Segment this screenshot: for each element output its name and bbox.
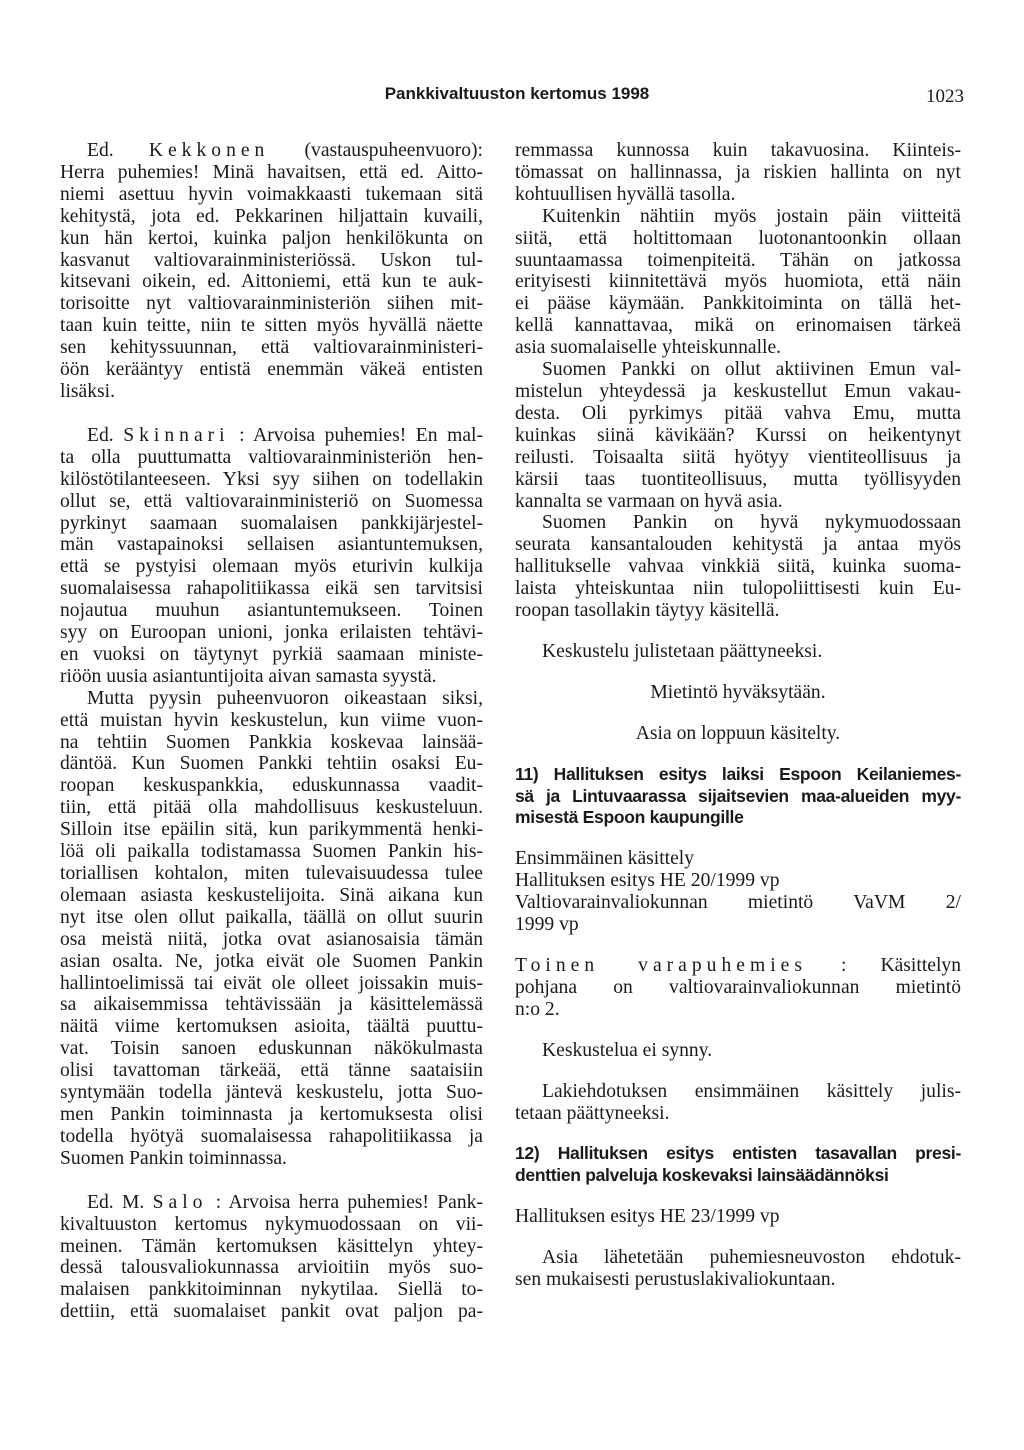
text-line: tömassat on hallinnassa, ja riskien hallinta on nyt (515, 161, 961, 183)
kekkonen-speech-first-line: Ed. Kekkonen (vastauspuheenvuoro): (87, 140, 483, 161)
debate-closed-note: Keskustelu julistetaan päättyneeksi. (542, 640, 823, 662)
text-line: dessä talousvaliokunnassa arvioitiin myös suo- (60, 1257, 483, 1279)
heading-line: sä ja Lintuvaarassa sijaitsevien maa-alueiden myy- (515, 785, 961, 806)
speaker-name: Toinen varapuhemies (515, 955, 807, 976)
text-line: hallintoelimissä tai eivät ole olleet joissakin muis- (60, 972, 483, 994)
text-line: Herra puhemies! Minä havaitsen, että ed. Aitto- (60, 161, 483, 183)
page-header-title: Pankkivaltuuston kertomus 1998 (384, 84, 650, 103)
text-line: kasvanut valtiovarainministeriössä. Uskon tul- (60, 249, 483, 271)
ref-line: Ensimmäinen käsittely (515, 848, 695, 870)
text-line: kilöstötilanteeseen. Yksi syy siihen on todellakin (60, 468, 483, 490)
text-line: syntymään todella jäntevä keskustelu, jotta Suo- (60, 1082, 483, 1104)
text-line: hallitukselle vahvaa vinkkiä siitä, kuinka suoma- (515, 556, 961, 578)
heading-line: misestä Espoon kaupungille (515, 807, 744, 828)
text-line: löä oli paikalla todistamassa Suomen Pankin his- (60, 841, 483, 863)
text-line: Asia lähetetään puhemiesneuvoston ehdotuk- (542, 1247, 961, 1269)
agenda-item-12-heading (515, 1143, 961, 1187)
text-line: Suomen Pankin toiminnassa. (60, 1147, 287, 1169)
report-approved-note: Mietintö hyväksytään. (650, 681, 826, 703)
text-line: nyt itse olen ollut paikalla, täällä on ollut suurin (60, 906, 483, 928)
deputy-speaker-first-line: Toinen varapuhemies : Käsittelyn (515, 955, 961, 976)
text-line: Silloin itse epäilin sitä, kun parikymmentä henki- (60, 819, 483, 841)
text-line: na tehtiin Suomen Pankkia koskevaa lainsää- (60, 731, 483, 753)
text-line: reilusti. Toisaalta siitä hyötyy vientiteollisuus ja (515, 446, 961, 468)
ref-line: 1999 vp (515, 914, 579, 936)
text-line: erityisesti kiinnitettävä myös huomiota, että näin (515, 271, 961, 293)
text-line: Mutta pyysin puheenvuoron oikeastaan siksi, (87, 687, 483, 709)
text-line: ollut se, että valtiovarainministeriö on Suomessa (60, 490, 483, 512)
text-line: n:o 2. (515, 998, 560, 1020)
text-line: nojautua muuhun asiantuntemukseen. Toinen (60, 600, 483, 622)
ref-line: Hallituksen esitys HE 20/1999 vp (515, 870, 780, 892)
text-line: däntöä. Kun Suomen Pankki tehtiin osaksi Eu- (60, 753, 483, 775)
text-line: pohjana on valtiovarainvaliokunnan mietintö (515, 976, 961, 998)
text-line: kivaltuuston kertomus nykymuodossaan on vii- (60, 1213, 483, 1235)
text-line: roopan keskuspankkia, eduskunnassa vaadit- (60, 775, 483, 797)
heading-line: denttien palveluja koskevaksi lainsäädännöksi (515, 1165, 889, 1186)
ref-line: Hallituksen esitys HE 23/1999 vp (515, 1206, 780, 1228)
left-column (60, 140, 483, 1323)
text-line: män vastapainoksi sellaisen asiantuntemuksen, (60, 534, 483, 556)
text-line: seurata kansantalouden kehitystä ja antaa myös (515, 534, 961, 556)
text-line: kun hän kertoi, kuinka paljon henkilökunta on (60, 227, 483, 249)
text-line: syy on Euroopan unioni, jonka erilaisten tehtävi- (60, 622, 483, 644)
text-line: torisoitte nyt valtiovarainministeriön siihen mit- (60, 293, 483, 315)
text-line: ta olla puuttumatta valtiovarainministeriön hen- (60, 446, 483, 468)
speaker-name: Skinnari (123, 424, 230, 446)
text-line: tiin, että pitää olla mahdollisuus keskusteluun. (60, 797, 483, 819)
text-line: näitä viime kertomuksen asioita, täältä puuttu- (60, 1016, 483, 1038)
text-line: desta. Oli pyrkimys pitää vahva Emu, mutta (515, 402, 961, 424)
text-line: mistelun yhteydessä ja keskustellut Emun vakau- (515, 380, 961, 402)
text-line: että muistan hyvin keskustelun, kun viime vuon- (60, 709, 483, 731)
text-line: olemaan asiasta keskustelijoita. Sinä aikana kun (60, 884, 483, 906)
text-line: en vuoksi on täytynyt pyrkiä saamaan ministe- (60, 643, 483, 665)
matter-closed-note: Asia on loppuun käsitelty. (635, 722, 841, 744)
text-line: asian osalta. Ne, jotka eivät ole Suomen Pankin (60, 950, 483, 972)
text-line: lisäksi. (60, 380, 115, 402)
text-line: dettiin, että suomalaiset pankit ovat paljon pa- (60, 1301, 483, 1323)
agenda-item-11-heading (515, 764, 961, 830)
text-line: todella hyötyä suomalaisessa rahapolitiikassa ja (60, 1125, 483, 1147)
text-line: roopan tasollakin täytyy käsitellä. (515, 600, 780, 622)
text-line: ei pääse käymään. Pankkitoiminta on tällä het- (515, 293, 961, 315)
text-line: laista yhteiskuntaa niin tulopoliittisesti kuin Eu- (515, 578, 961, 600)
text-line: kohtuullisen hyvällä tasolla. (515, 183, 736, 205)
heading-line: 12) Hallituksen esitys entisten tasavallan presi- (515, 1143, 961, 1164)
text-line: siitä, että holtittomaan luotonantoonkin ollaan (515, 227, 961, 249)
text-line: kellä kannattavaa, mikä on erinomaisen tärkeä (515, 315, 961, 337)
text-line: tetaan päättyneeksi. (515, 1102, 670, 1124)
text-line: meinen. Tämän kertomuksen käsittelyn yhtey- (60, 1235, 483, 1257)
text-line: pyrkinyt saamaan suomalaisen pankkijärjestel- (60, 512, 483, 534)
text-line: men Pankin toiminnasta ja kertomuksesta olisi (60, 1103, 483, 1125)
speaker-name: Kekkonen (148, 140, 270, 161)
text-line: niemi asettuu hyvin voimakkaasti tukemaan sitä (60, 183, 483, 205)
heading-line: 11) Hallituksen esitys laiksi Espoon Keilaniemes- (515, 763, 961, 784)
no-debate-note: Keskustelua ei synny. (542, 1039, 713, 1061)
skinnari-speech-first-line: Ed. Skinnari : Arvoisa puhemies! En mal- (87, 424, 484, 446)
text-line: Suomen Pankin on hyvä nykymuodossaan (542, 512, 961, 534)
text-line: toriallisen kohtalon, miten tulevaisuudessa tulee (60, 863, 483, 884)
ref-line: Valtiovarainvaliokunnan mietintö VaVM 2/ (515, 892, 961, 914)
text-line: sen mukaisesti perustuslakivaliokuntaan. (515, 1269, 836, 1291)
text-line: kannalta se varmaan on hyvä asia. (515, 490, 783, 512)
text-line: kehitystä, jota ed. Pekkarinen hiljattain kuvaili, (60, 205, 483, 227)
text-line: suuntaamassa toimenpiteitä. Tähän on jatkossa (515, 249, 961, 271)
text-line: että se pystyisi olemaan myös eturivin kulkija (60, 556, 483, 578)
text-line: kuinkas siinä kävikään? Kurssi on heikentynyt (515, 424, 961, 446)
text-line: asia suomalaiselle yhteiskunnalle. (515, 337, 782, 359)
right-column (515, 140, 961, 1291)
text-line: remmassa kunnossa kuin takavuosina. Kiinteis- (515, 140, 961, 161)
text-line: Lakiehdotuksen ensimmäinen käsittely julis- (542, 1080, 961, 1102)
text-line: Kuitenkin nähtiin myös jostain päin viitteitä (542, 205, 961, 227)
text-line: sa aikaisemmissa tehtävissään ja käsittelemässä (60, 994, 483, 1016)
text-line: Suomen Pankki on ollut aktiivinen Emun val- (542, 359, 961, 381)
text-line: kärsii taas tuontiteollisuus, mutta työllisyyden (515, 468, 961, 490)
text-line: vat. Toisin sanoen eduskunnan näkökulmasta (60, 1038, 483, 1060)
text-line: osa meistä niitä, jotka ovat asianosaisia tämän (60, 928, 483, 950)
text-line: malaisen pankkitoiminnan nykytilaa. Siellä to- (60, 1279, 483, 1301)
page-number: 1023 (926, 86, 964, 107)
text-line: riöön uusia asiantuntijoita aivan samasta syystä. (60, 665, 437, 687)
speaker-name: Salo (152, 1191, 208, 1213)
text-line: öön kerääntyy entistä enemmän väkeä entisten (60, 359, 483, 381)
text-line: suomalaisessa rahapolitiikassa eikä sen tarvitsisi (60, 578, 483, 600)
salo-speech-first-line: Ed. M. Salo : Arvoisa herra puhemies! Pank- (87, 1191, 483, 1213)
text-line: sen kehityssuunnan, että valtiovarainministeri- (60, 337, 483, 359)
text-line: olisi tavattoman tärkeää, että tänne saataisiin (60, 1060, 483, 1082)
text-line: kitsevani oikein, ed. Aittoniemi, että kun te auk- (60, 271, 483, 293)
text-line: taan kuin teitte, niin te sitten myös hyvällä näette (60, 315, 483, 337)
